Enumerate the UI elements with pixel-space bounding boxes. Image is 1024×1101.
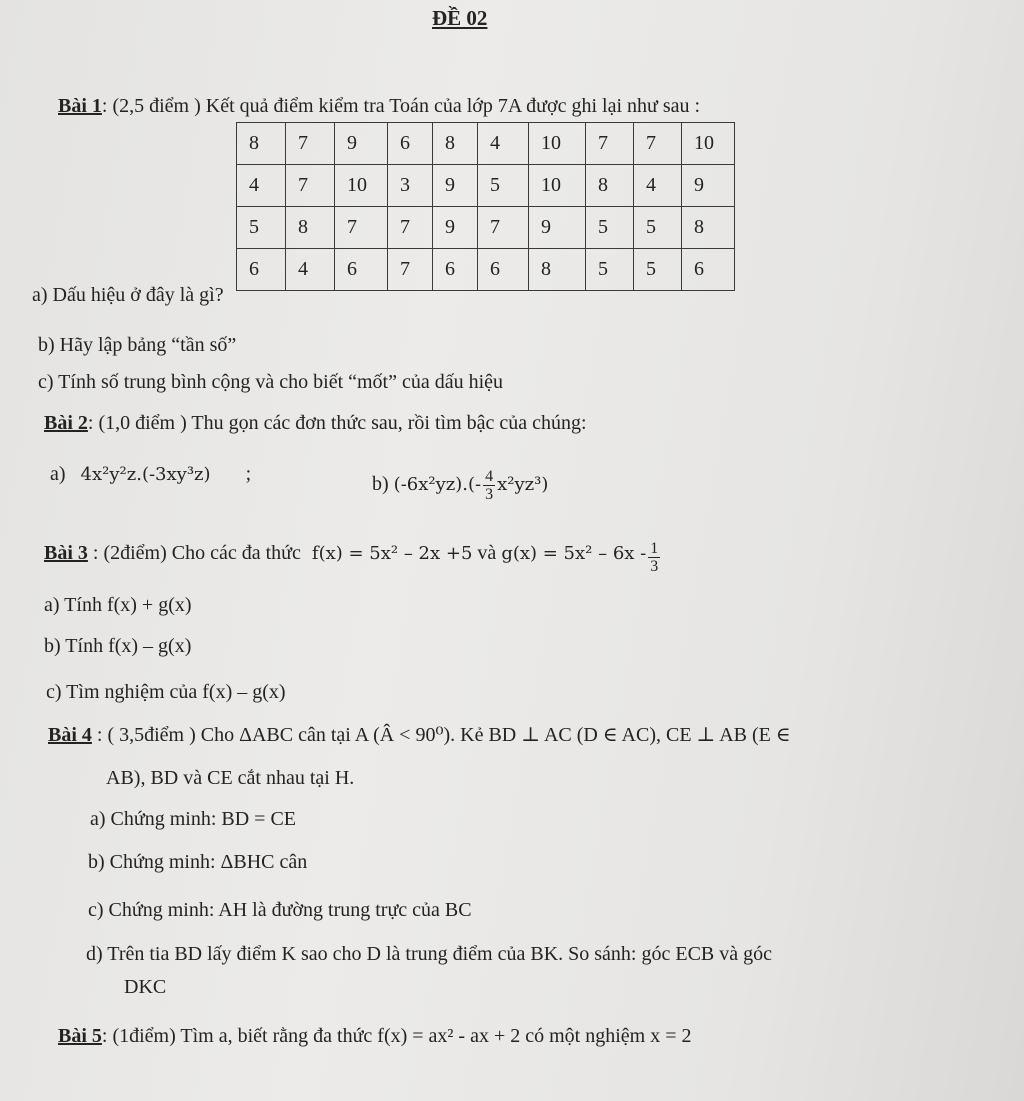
bai3-g: g(x) = 5x² – 6x - bbox=[501, 543, 647, 564]
exam-title: ĐỀ 02 bbox=[432, 6, 488, 30]
bai1-label: Bài 1 bbox=[58, 95, 102, 117]
table-cell: 8 bbox=[529, 249, 586, 291]
table-cell: 10 bbox=[682, 123, 735, 165]
table-cell: 5 bbox=[586, 249, 634, 291]
table-cell: 5 bbox=[237, 207, 286, 249]
bai3-g-fraction bbox=[648, 540, 660, 575]
bai3-heading bbox=[44, 540, 662, 575]
bai2-label: Bài 2 bbox=[44, 412, 88, 434]
table-cell: 5 bbox=[478, 165, 529, 207]
bai3-c: c) Tìm nghiệm của f(x) – g(x) bbox=[46, 681, 286, 703]
bai1-b: b) Hãy lập bảng “tần số” bbox=[38, 334, 237, 356]
table-row bbox=[237, 249, 735, 291]
table-cell: 8 bbox=[586, 165, 634, 207]
bai2-a-sep: ; bbox=[245, 463, 252, 485]
table-cell: 6 bbox=[433, 249, 478, 291]
table-cell: 7 bbox=[286, 123, 335, 165]
table-cell: 8 bbox=[237, 123, 286, 165]
bai1-c: c) Tính số trung bình cộng và cho biết “mốt” của dấu hiệu bbox=[38, 371, 504, 393]
bai5-heading bbox=[58, 1024, 692, 1048]
bai5-text: : (1điểm) Tìm a, biết rằng đa thức f(x) = ax² - ax + 2 có một nghiệm x = 2 bbox=[101, 1025, 692, 1047]
bai1-heading bbox=[58, 94, 700, 118]
bai4-label: Bài 4 bbox=[48, 724, 92, 746]
table-cell: 7 bbox=[634, 123, 682, 165]
bai2-b-prefix: b) bbox=[372, 473, 389, 496]
table-cell: 4 bbox=[478, 123, 529, 165]
bai2-b-expr-end: x²yz³) bbox=[497, 474, 549, 496]
bai2-a-prefix: a) bbox=[50, 463, 66, 485]
table-cell: 8 bbox=[433, 123, 478, 165]
table-cell: 7 bbox=[388, 249, 433, 291]
bai5-label: Bài 5 bbox=[58, 1025, 102, 1047]
table-cell: 4 bbox=[237, 165, 286, 207]
bai3-g-frac-num: 1 bbox=[650, 540, 659, 557]
table-cell: 8 bbox=[286, 207, 335, 249]
bai3-f: f(x) = 5x² – 2x +5 bbox=[311, 543, 473, 564]
table-cell: 6 bbox=[237, 249, 286, 291]
bai4-c: c) Chứng minh: AH là đường trung trực của BC bbox=[88, 899, 472, 921]
bai2-b-frac-num: 4 bbox=[485, 468, 494, 485]
table-cell: 10 bbox=[335, 165, 388, 207]
table-cell: 9 bbox=[433, 207, 478, 249]
bai3-g-frac-den: 3 bbox=[650, 558, 659, 575]
bai2-b-fraction bbox=[483, 468, 495, 503]
table-cell: 5 bbox=[634, 207, 682, 249]
table-cell: 7 bbox=[388, 207, 433, 249]
bai4-text: : ( 3,5điểm ) Cho ΔABC cân tại A (Â < 90⁰). Kẻ BD ⊥ AC (D ∈ AC), CE ⊥ AB (E ∈ bbox=[91, 724, 791, 746]
bai4-text2: AB), BD và CE cắt nhau tại H. bbox=[106, 767, 355, 789]
scores-table bbox=[236, 122, 735, 291]
bai3-va: và bbox=[477, 542, 497, 564]
table-cell: 7 bbox=[286, 165, 335, 207]
bai4-b: b) Chứng minh: ΔBHC cân bbox=[88, 851, 308, 873]
table-cell: 9 bbox=[335, 123, 388, 165]
bai1-a: a) Dấu hiệu ở đây là gì? bbox=[32, 284, 224, 306]
table-row bbox=[237, 123, 735, 165]
table-cell: 6 bbox=[388, 123, 433, 165]
table-row bbox=[237, 165, 735, 207]
table-cell: 4 bbox=[634, 165, 682, 207]
table-cell: 7 bbox=[335, 207, 388, 249]
bai3-a: a) Tính f(x) + g(x) bbox=[44, 594, 192, 616]
bai2-heading bbox=[44, 411, 587, 435]
bai2-a-expr: 4x²y²z.(-3xy³z) bbox=[80, 464, 211, 485]
table-cell: 9 bbox=[433, 165, 478, 207]
bai4-heading bbox=[48, 723, 791, 747]
table-cell: 9 bbox=[682, 165, 735, 207]
bai2-b bbox=[372, 468, 548, 503]
table-cell: 3 bbox=[388, 165, 433, 207]
table-cell: 10 bbox=[529, 123, 586, 165]
bai3-label: Bài 3 bbox=[44, 542, 88, 564]
bai2-b-frac-den: 3 bbox=[485, 486, 494, 503]
bai2-text: : (1,0 điểm ) Thu gọn các đơn thức sau, rồi tìm bậc của chúng: bbox=[87, 412, 587, 434]
bai4-d-line1: d) Trên tia BD lấy điểm K sao cho D là trung điểm của BK. So sánh: góc ECB và góc bbox=[86, 943, 773, 965]
bai4-a: a) Chứng minh: BD = CE bbox=[90, 808, 297, 830]
table-cell: 6 bbox=[335, 249, 388, 291]
table-cell: 4 bbox=[286, 249, 335, 291]
bai3-b: b) Tính f(x) – g(x) bbox=[44, 635, 192, 657]
table-cell: 7 bbox=[478, 207, 529, 249]
table-cell: 10 bbox=[529, 165, 586, 207]
bai1-text: : (2,5 điểm ) Kết quả điểm kiểm tra Toán của lớp 7A được ghi lại như sau : bbox=[101, 95, 701, 117]
table-cell: 6 bbox=[478, 249, 529, 291]
table-cell: 6 bbox=[682, 249, 735, 291]
bai3-text: : (2điểm) Cho các đa thức bbox=[87, 542, 301, 564]
table-cell: 8 bbox=[682, 207, 735, 249]
bai2-a bbox=[50, 462, 251, 487]
bai4-d-line2: DKC bbox=[124, 976, 167, 998]
table-cell: 5 bbox=[586, 207, 634, 249]
table-cell: 9 bbox=[529, 207, 586, 249]
table-cell: 5 bbox=[634, 249, 682, 291]
bai2-b-expr-start: (-6x²yz).(- bbox=[393, 474, 482, 496]
table-row bbox=[237, 207, 735, 249]
table-cell: 7 bbox=[586, 123, 634, 165]
